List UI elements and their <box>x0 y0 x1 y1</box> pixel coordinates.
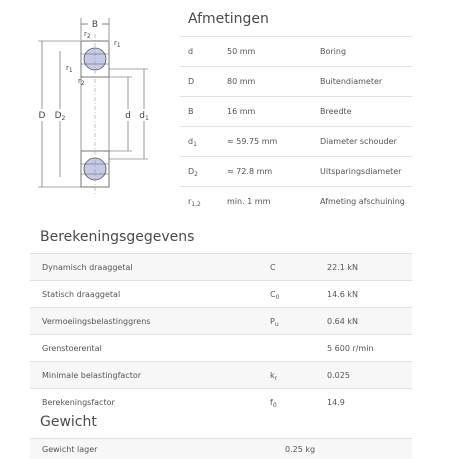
dimension-description: Boring <box>320 47 347 56</box>
dimension-symbol-main: d <box>188 47 194 56</box>
dimension-symbol-main: B <box>188 107 194 116</box>
calculation-symbol-sub: 0 <box>275 294 280 301</box>
calculation-row <box>30 280 412 307</box>
label-B: B <box>91 20 99 30</box>
calculation-symbol-main: k <box>270 371 275 380</box>
weight-row <box>30 438 412 459</box>
calculation-value: 5 600 r/min <box>327 344 374 353</box>
calculation-value: 0.64 kN <box>327 317 358 326</box>
dimension-symbol-main: r <box>188 197 192 206</box>
dimension-value: 50 mm <box>227 47 256 56</box>
dimension-symbol-main: d <box>188 137 194 146</box>
calculation-symbol-main: C <box>270 290 276 299</box>
dimension-row <box>180 96 412 126</box>
dimension-symbol <box>188 47 193 56</box>
calculation-value: 14.9 <box>327 398 345 407</box>
calculation-name: Minimale belastingfactor <box>42 371 142 380</box>
dimension-symbol-sub: 2 <box>194 171 198 178</box>
calculation-name: Berekeningsfactor <box>42 398 115 407</box>
label-r1-top: r1 <box>114 39 121 49</box>
calculation-value: 0.025 <box>327 371 350 380</box>
dimension-symbol <box>188 197 201 206</box>
calculation-name: Dynamisch draaggetal <box>42 263 133 272</box>
gewicht-title: Gewicht <box>40 414 97 430</box>
dimension-row <box>180 156 412 186</box>
calculation-symbol-main: f <box>270 398 273 407</box>
label-r2-top: r2 <box>84 30 91 40</box>
calculation-symbol-sub: u <box>274 321 279 328</box>
calculation-symbol <box>270 371 277 380</box>
label-d: d <box>125 111 131 121</box>
label-r1-mid: r1 <box>66 64 73 74</box>
berekening-title: Berekeningsgegevens <box>40 229 195 245</box>
berekening-table <box>30 253 412 415</box>
dimension-description: Afmeting afschuining <box>320 197 405 206</box>
weight-value: 0.25 kg <box>285 445 316 454</box>
dimension-description: Breedte <box>320 107 352 116</box>
dimension-value: min. 1 mm <box>227 197 271 206</box>
calculation-row <box>30 334 412 361</box>
calculation-symbol-main: P <box>270 317 275 326</box>
calculation-symbol-sub: r <box>274 375 278 382</box>
dimension-symbol-main: D <box>188 167 195 176</box>
calculation-value: 22.1 kN <box>327 263 358 272</box>
label-D2: $D_2$ <box>54 111 66 122</box>
dimension-symbol-sub: 1 <box>193 141 197 148</box>
dimension-description: Diameter schouder <box>320 137 397 146</box>
calculation-name: Statisch draaggetal <box>42 290 121 299</box>
bearing-cross-section-diagram <box>30 14 160 194</box>
dimension-symbol <box>188 167 198 176</box>
dimension-row <box>180 126 412 156</box>
calculation-name: Vermoeiingsbelastinggrens <box>42 317 151 326</box>
calculation-row <box>30 361 412 388</box>
calculation-row <box>30 307 412 334</box>
dimension-symbol <box>188 77 194 86</box>
dimension-description: Buitendiameter <box>320 77 383 86</box>
dimension-row <box>180 66 412 96</box>
calculation-symbol-main: C <box>270 263 276 272</box>
dimension-value: ≈ 72.8 mm <box>227 167 273 176</box>
calculation-symbol <box>270 290 279 299</box>
dimension-value: ≈ 59.75 mm <box>227 137 278 146</box>
calculation-symbol-sub: 0 <box>272 402 277 409</box>
dimension-symbol-main: D <box>188 77 195 86</box>
weight-name: Gewicht lager <box>42 445 98 454</box>
dimension-value: 80 mm <box>227 77 256 86</box>
calculation-symbol <box>270 317 279 326</box>
label-r2-mid: r2 <box>78 77 85 87</box>
calculation-symbol <box>270 398 277 407</box>
calculation-value: 14.6 kN <box>327 290 358 299</box>
calculation-row <box>30 253 412 280</box>
dimension-symbol-sub: 1,2 <box>191 201 201 208</box>
label-d1: $d_1$ <box>139 111 149 122</box>
calculation-name: Grenstoerental <box>42 344 102 353</box>
dimension-value: 16 mm <box>227 107 256 116</box>
gewicht-table <box>30 438 412 459</box>
afmetingen-table <box>180 36 412 216</box>
dimension-description: Uitsparingsdiameter <box>320 167 402 176</box>
afmetingen-title: Afmetingen <box>188 11 269 27</box>
label-D: D <box>38 111 46 121</box>
dimension-symbol <box>188 107 194 116</box>
dimension-symbol <box>188 137 197 146</box>
calculation-row <box>30 388 412 415</box>
dimension-row <box>180 186 412 216</box>
dimension-row <box>180 36 412 66</box>
calculation-symbol <box>270 263 276 272</box>
